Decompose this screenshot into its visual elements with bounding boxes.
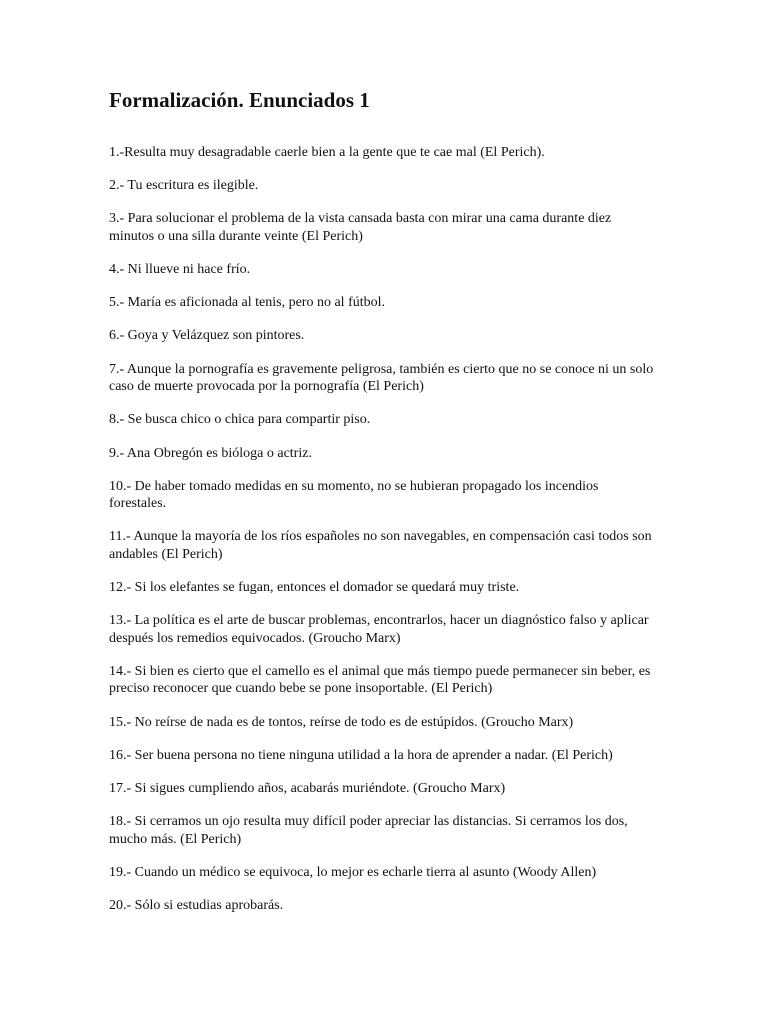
statement-item: 5.- María es aficionada al tenis, pero no al fútbol.	[109, 295, 386, 311]
statement-item: 14.- Si bien es cierto que el camello es el animal que más tiempo puede permanecer sin beber, es preciso reconocer que cuando bebe se pone insoportable. (El Perich)	[109, 663, 651, 697]
statement-item: 16.- Ser buena persona no tiene ninguna utilidad a la hora de aprender a nadar. (El Perich)	[109, 747, 613, 763]
statement-item: 11.- Aunque la mayoría de los ríos españoles no son navegables, en compensación casi todos son andables (El Perich)	[109, 529, 652, 562]
statement-item: 17.- Si sigues cumpliendo años, acabarás muriéndote. (Groucho Marx)	[109, 781, 506, 796]
statement-list	[109, 144, 657, 930]
statement-item: 20.- Sólo si estudias aprobarás.	[109, 898, 284, 914]
statement-item: 12.- Si los elefantes se fugan, entonces el domador se quedará muy triste.	[109, 580, 520, 596]
statement-item: 8.- Se busca chico o chica para compartir piso.	[109, 412, 371, 428]
statement-item: 7.- Aunque la pornografía es gravemente peligrosa, también es cierto que no se conoce ni un solo caso de muerte provocada por la pornografía (El Perich)	[109, 361, 654, 395]
statement-item: 1.-Resulta muy desagradable caerle bien a la gente que te cae mal (El Perich).	[109, 145, 545, 160]
statement-item: 2.- Tu escritura es ilegible.	[109, 178, 259, 194]
statement-item: 13.- La política es el arte de buscar problemas, encontrarlos, hacer un diagnóstico falso y aplicar después los remedios equivocados. (Groucho Marx)	[109, 613, 649, 646]
statement-item: 4.- Ni llueve ni hace frío.	[109, 262, 251, 278]
statement-item: 3.- Para solucionar el problema de la vista cansada basta con mirar una cama durante diez minutos o una silla durante veinte (El Perich)	[109, 211, 612, 244]
statement-item: 19.- Cuando un médico se equivoca, lo mejor es echarle tierra al asunto (Woody Allen)	[109, 864, 597, 880]
statement-item: 6.- Goya y Velázquez son pintores.	[109, 328, 305, 344]
statement-item: 18.- Si cerramos un ojo resulta muy difícil poder apreciar las distancias. Si cerramos los dos, mucho más. (El Perich)	[109, 814, 628, 847]
statement-item: 15.- No reírse de nada es de tontos, reírse de todo es de estúpidos. (Groucho Marx)	[109, 714, 574, 730]
document-title: Formalización. Enunciados 1	[109, 88, 370, 112]
statement-item: 10.- De haber tomado medidas en su momento, no se hubieran propagado los incendios forestales.	[109, 478, 599, 512]
statement-item: 9.- Ana Obregón es bióloga o actriz.	[109, 445, 312, 461]
